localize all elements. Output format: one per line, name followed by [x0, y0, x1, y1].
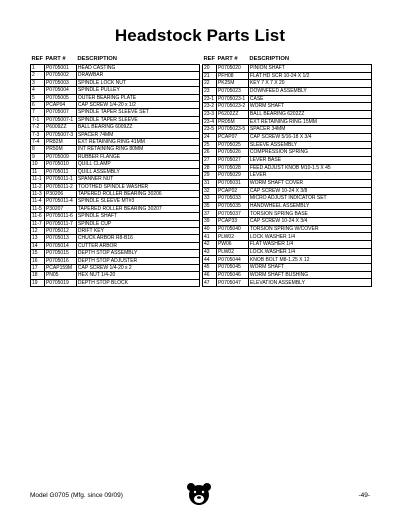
table-row	[203, 149, 372, 157]
table-row	[31, 72, 200, 79]
description-cell: LEVER	[248, 172, 371, 180]
table-row	[203, 164, 372, 172]
table-row	[31, 235, 200, 242]
description-cell: MICRO ADJUST INDICATOR SET	[248, 195, 371, 203]
ref-cell: 23-1	[203, 95, 217, 103]
table-row	[203, 264, 372, 272]
description-cell: CAP SCREW 1/4-20 x 1/2	[76, 102, 199, 109]
table-row	[31, 176, 200, 183]
part-number-cell: P0705011-7	[44, 220, 76, 227]
description-cell: WORM SHAFT COVER	[248, 179, 371, 187]
ref-cell: 23-5	[203, 126, 217, 134]
description-cell: CHUCK ARBOR R8-B16	[76, 235, 199, 242]
description-cell: CAP SCREW 5/16-18 X 3/4	[248, 133, 371, 141]
table-header-row	[203, 55, 372, 65]
table-row	[31, 124, 200, 131]
part-number-cell: P0705023-2	[216, 103, 248, 111]
table-row	[31, 272, 200, 279]
ref-cell: 26	[203, 149, 217, 157]
part-number-cell: P0705010	[44, 161, 76, 168]
part-number-cell: PCAP159M	[44, 264, 76, 271]
part-number-cell: P0705023	[216, 87, 248, 95]
part-number-cell: P6009ZZ	[44, 124, 76, 131]
ref-cell: 7-2	[31, 124, 45, 131]
description-cell: HEX NUT 1/4-20	[76, 272, 199, 279]
description-cell: SLEEVE ASSEMBLY	[248, 141, 371, 149]
part-number-cell: P0705026	[216, 149, 248, 157]
ref-cell: 37	[203, 210, 217, 218]
ref-cell: 14	[31, 242, 45, 249]
ref-cell: 11-6	[31, 213, 45, 220]
part-number-cell: P0705040	[216, 225, 248, 233]
parts-table-right	[202, 55, 372, 287]
part-number-cell: PN05	[44, 272, 76, 279]
description-cell: LEVER BASE	[248, 156, 371, 164]
ref-cell: 27	[203, 156, 217, 164]
part-number-cell: P0705011-4	[44, 198, 76, 205]
table-row	[203, 133, 372, 141]
ref-cell: 41	[203, 233, 217, 241]
part-number-cell: P0705003	[44, 79, 76, 86]
header-description: DESCRIPTION	[249, 56, 290, 62]
part-number-cell: P0705002	[44, 72, 76, 79]
description-cell: COMPRESSION SPRING	[248, 149, 371, 157]
part-number-cell: P0705023-5	[216, 126, 248, 134]
parts-tables	[30, 55, 372, 287]
description-cell: ELEVATION ASSEMBLY	[248, 279, 371, 287]
footer-model: Model G0705 (Mfg. since 09/09)	[30, 492, 123, 499]
description-cell: DEPTH STOP BLOCK	[76, 279, 199, 286]
ref-cell: 4	[31, 87, 45, 94]
table-row	[31, 198, 200, 205]
ref-cell: 11-1	[31, 176, 45, 183]
part-number-cell: P0705015	[44, 250, 76, 257]
table-row	[203, 110, 372, 118]
description-cell: CAP SCREW 1/4-20 x 2	[76, 264, 199, 271]
description-cell: DEPTH STOP ADJUSTER	[76, 257, 199, 264]
ref-cell: 11	[31, 168, 45, 175]
description-cell: TOOTHED SPINDLE WASHER	[76, 183, 199, 190]
table-row	[31, 183, 200, 190]
ref-cell: 39	[203, 218, 217, 226]
part-number-cell: P0705013	[44, 235, 76, 242]
part-number-cell: P0705027	[216, 156, 248, 164]
description-cell: CASE	[248, 95, 371, 103]
part-number-cell: P0705037	[216, 210, 248, 218]
description-cell: SPINDLE LOCK NUT	[76, 79, 199, 86]
part-number-cell: P0705011-2	[44, 183, 76, 190]
part-number-cell: P0705045	[216, 264, 248, 272]
page-title: Headstock Parts List	[114, 26, 286, 45]
part-number-cell: P0705007-3	[44, 131, 76, 138]
ref-cell: 11-4	[31, 198, 45, 205]
table-row	[31, 220, 200, 227]
ref-cell: 29	[203, 172, 217, 180]
table-row	[31, 213, 200, 220]
header-description: DESCRIPTION	[77, 56, 117, 62]
part-number-cell: P0705016	[44, 257, 76, 264]
part-number-cell: P0705046	[216, 271, 248, 279]
table-row	[203, 233, 372, 241]
table-row	[203, 118, 372, 126]
table-row	[31, 94, 200, 101]
part-number-cell: P0705019	[44, 279, 76, 286]
description-cell: KNOB BOLT M8-1.25 X 12	[248, 256, 371, 264]
table-row	[203, 210, 372, 218]
ref-cell: 20	[203, 65, 217, 73]
table-row	[31, 102, 200, 109]
ref-cell: 3	[31, 79, 45, 86]
table-row	[203, 72, 372, 80]
header-ref: REF	[203, 56, 216, 62]
part-number-cell: P0705028	[216, 164, 248, 172]
description-cell: WORM SHAFT	[248, 264, 371, 272]
description-cell: LOCK WASHER 1/4	[248, 233, 371, 241]
header-ref: REF	[31, 56, 44, 62]
part-number-cell: PLW02	[216, 233, 248, 241]
ref-cell: 17	[31, 264, 45, 271]
description-cell: CAP SCREW 10-24 X 3/8	[248, 187, 371, 195]
table-row	[203, 103, 372, 111]
table-row	[31, 190, 200, 197]
description-cell: DRIFT KEY	[76, 227, 199, 234]
ref-cell: 46	[203, 271, 217, 279]
ref-cell: 15	[31, 250, 45, 257]
table-row	[203, 195, 372, 203]
table-row	[203, 271, 372, 279]
ref-cell: 19	[31, 279, 45, 286]
part-number-cell: PCAP07	[216, 133, 248, 141]
description-cell: BALL BEARING 6202ZZ	[248, 110, 371, 118]
description-cell: RUBBER FLANGE	[76, 153, 199, 160]
ref-cell: 1	[31, 65, 45, 72]
table-row	[203, 87, 372, 95]
ref-cell: 8	[31, 146, 45, 153]
description-cell: QUILL CLAMP	[76, 161, 199, 168]
description-cell: PINION SHAFT	[248, 65, 371, 73]
table-row	[31, 168, 200, 175]
description-cell: TORSION SPRING W/COVER	[248, 225, 371, 233]
table-row	[203, 256, 372, 264]
description-cell: KEY 7 X 7 X 20	[248, 80, 371, 88]
ref-cell: 25	[203, 141, 217, 149]
description-cell: SPINDLE TAPER SLEEVE SET	[76, 109, 199, 116]
description-cell: QUILL ASSEMBLY	[76, 168, 199, 175]
ref-cell: 10	[31, 161, 45, 168]
part-number-cell: P30207	[44, 205, 76, 212]
part-number-cell: PLW02	[216, 248, 248, 256]
ref-cell: 35	[203, 202, 217, 210]
ref-cell: 2	[31, 72, 45, 79]
table-row	[203, 80, 372, 88]
part-number-cell: P0705001	[44, 65, 76, 72]
footer-page-number: -49-	[358, 492, 370, 499]
ref-cell: 11-2	[31, 183, 45, 190]
ref-cell: 40	[203, 225, 217, 233]
ref-cell: 44	[203, 256, 217, 264]
part-number-cell: PCAP02	[216, 187, 248, 195]
ref-cell: 7-1	[31, 116, 45, 123]
ref-cell: 47	[203, 279, 217, 287]
part-number-cell: PK25M	[216, 80, 248, 88]
parts-table-left	[30, 55, 200, 287]
table-row	[31, 153, 200, 160]
part-number-cell: P0705007-1	[44, 116, 76, 123]
ref-cell: 7-3	[31, 131, 45, 138]
ref-cell: 42	[203, 241, 217, 249]
description-cell: SPINDLE CUP	[76, 220, 199, 227]
part-number-cell: P0705025	[216, 141, 248, 149]
ref-cell: 28	[203, 164, 217, 172]
part-number-cell: P0705031	[216, 179, 248, 187]
ref-cell: 32	[203, 187, 217, 195]
table-row	[31, 139, 200, 146]
description-cell: SPINDLE PULLEY	[76, 87, 199, 94]
description-cell: SPACER 34MM	[248, 126, 371, 134]
ref-cell: 11-3	[31, 190, 45, 197]
ref-cell: 12	[31, 227, 45, 234]
part-number-cell: P0705035	[216, 202, 248, 210]
header-part: PART #	[45, 56, 66, 62]
description-cell: TAPERED ROLLER BEARING 30206	[76, 190, 199, 197]
ref-cell: 23-4	[203, 118, 217, 126]
part-number-cell: P0705012	[44, 227, 76, 234]
part-number-cell: P0705020	[216, 65, 248, 73]
part-number-cell: P0705011-1	[44, 176, 76, 183]
description-cell: LOCK WASHER 1/4	[248, 248, 371, 256]
ref-cell: 23	[203, 87, 217, 95]
description-cell: HANDWHEEL ASSEMBLY	[248, 202, 371, 210]
table-row	[31, 116, 200, 123]
part-number-cell: P0705011	[44, 168, 76, 175]
description-cell: SPINDLE TAPER SLEEVE	[76, 116, 199, 123]
part-number-cell: P6202ZZ	[216, 110, 248, 118]
part-number-cell: PW06	[216, 241, 248, 249]
description-cell: EXT RETAINING RING 15MM	[248, 118, 371, 126]
description-cell: FLAT WASHER 1/4	[248, 241, 371, 249]
ref-cell: 6	[31, 102, 45, 109]
part-number-cell: P0705047	[216, 279, 248, 287]
ref-cell: 13	[31, 235, 45, 242]
table-row	[203, 95, 372, 103]
description-cell: SPINDLE SLEEVE MT#3	[76, 198, 199, 205]
ref-cell: 21	[203, 72, 217, 80]
table-row	[203, 279, 372, 287]
part-number-cell: P0705023-1	[216, 95, 248, 103]
header-part: PART #	[217, 56, 238, 62]
ref-cell: 45	[203, 264, 217, 272]
table-row	[31, 87, 200, 94]
part-number-cell: P0705014	[44, 242, 76, 249]
part-number-cell: P30206	[44, 190, 76, 197]
description-cell: EXT RETAINING RING 41MM	[76, 139, 199, 146]
table-row	[31, 161, 200, 168]
ref-cell: 11-7	[31, 220, 45, 227]
ref-cell: 23-3	[203, 110, 217, 118]
table-row	[203, 248, 372, 256]
part-number-cell: PR82M	[44, 139, 76, 146]
ref-cell: 43	[203, 248, 217, 256]
ref-cell: 33	[203, 195, 217, 203]
part-number-cell: P0705033	[216, 195, 248, 203]
table-row	[31, 65, 200, 72]
table-row	[203, 126, 372, 134]
table-row	[203, 65, 372, 73]
description-cell: TORSION SPRING BASE	[248, 210, 371, 218]
table-row	[203, 172, 372, 180]
table-header-row	[31, 55, 200, 65]
ref-cell: 18	[31, 272, 45, 279]
part-number-cell: P0705004	[44, 87, 76, 94]
table-row	[31, 146, 200, 153]
table-row	[31, 257, 200, 264]
part-number-cell: P0705009	[44, 153, 76, 160]
part-number-cell: PCAP04	[44, 102, 76, 109]
part-number-cell: P0705005	[44, 94, 76, 101]
ref-cell: 23-2	[203, 103, 217, 111]
part-number-cell: P0705011-6	[44, 213, 76, 220]
table-row	[203, 241, 372, 249]
part-number-cell: PR50M	[44, 146, 76, 153]
part-number-cell: PFH08	[216, 72, 248, 80]
table-row	[203, 218, 372, 226]
table-row	[31, 131, 200, 138]
ref-cell: 31	[203, 179, 217, 187]
table-row	[31, 205, 200, 212]
ref-cell: 5	[31, 94, 45, 101]
part-number-cell: P0705044	[216, 256, 248, 264]
table-row	[31, 242, 200, 249]
table-row	[203, 179, 372, 187]
part-number-cell: PR05M	[216, 118, 248, 126]
description-cell: WORM SHAFT	[248, 103, 371, 111]
ref-cell: 11-5	[31, 205, 45, 212]
ref-cell: 24	[203, 133, 217, 141]
table-row	[31, 264, 200, 271]
description-cell: HEAD CASTING	[76, 65, 199, 72]
table-row	[203, 202, 372, 210]
table-row	[31, 279, 200, 286]
part-number-cell: P0705007	[44, 109, 76, 116]
description-cell: BALL BEARING 6009ZZ	[76, 124, 199, 131]
description-cell: WORM SHAFT BUSHING	[248, 271, 371, 279]
ref-cell: 22	[203, 80, 217, 88]
ref-cell: 7-4	[31, 139, 45, 146]
description-cell: CUTTER ARBOR	[76, 242, 199, 249]
table-row	[203, 187, 372, 195]
part-number-cell: PCAP33	[216, 218, 248, 226]
part-number-cell: P0705029	[216, 172, 248, 180]
ref-cell: 7	[31, 109, 45, 116]
description-cell: SPINDLE SHAFT	[76, 213, 199, 220]
description-cell: DEPTH STOP ASSEMBLY	[76, 250, 199, 257]
bear-head-icon	[186, 482, 212, 506]
description-cell: TAPERED ROLLER BEARING 30207	[76, 205, 199, 212]
table-row	[31, 227, 200, 234]
description-cell: CAP SCREW 10-24 X 3/4	[248, 218, 371, 226]
table-row	[203, 141, 372, 149]
description-cell: OUTER BEARING PLATE	[76, 94, 199, 101]
description-cell: SPACER 74MM	[76, 131, 199, 138]
table-row	[31, 250, 200, 257]
parts-table-right-body	[203, 65, 372, 287]
table-row	[31, 109, 200, 116]
description-cell: SPANNER NUT	[76, 176, 199, 183]
ref-cell: 9	[31, 153, 45, 160]
description-cell: INT RETAINING RING 80MM	[76, 146, 199, 153]
table-row	[203, 156, 372, 164]
description-cell: DOWNFEED ASSEMBLY	[248, 87, 371, 95]
description-cell: FEED ADJUST KNOB M10-1.5 X 45	[248, 164, 371, 172]
description-cell: FLAT HD SCR 10-24 X 1/2	[248, 72, 371, 80]
parts-table-left-body	[31, 65, 200, 287]
table-row	[203, 225, 372, 233]
description-cell: DRAWBAR	[76, 72, 199, 79]
table-row	[31, 79, 200, 86]
ref-cell: 16	[31, 257, 45, 264]
